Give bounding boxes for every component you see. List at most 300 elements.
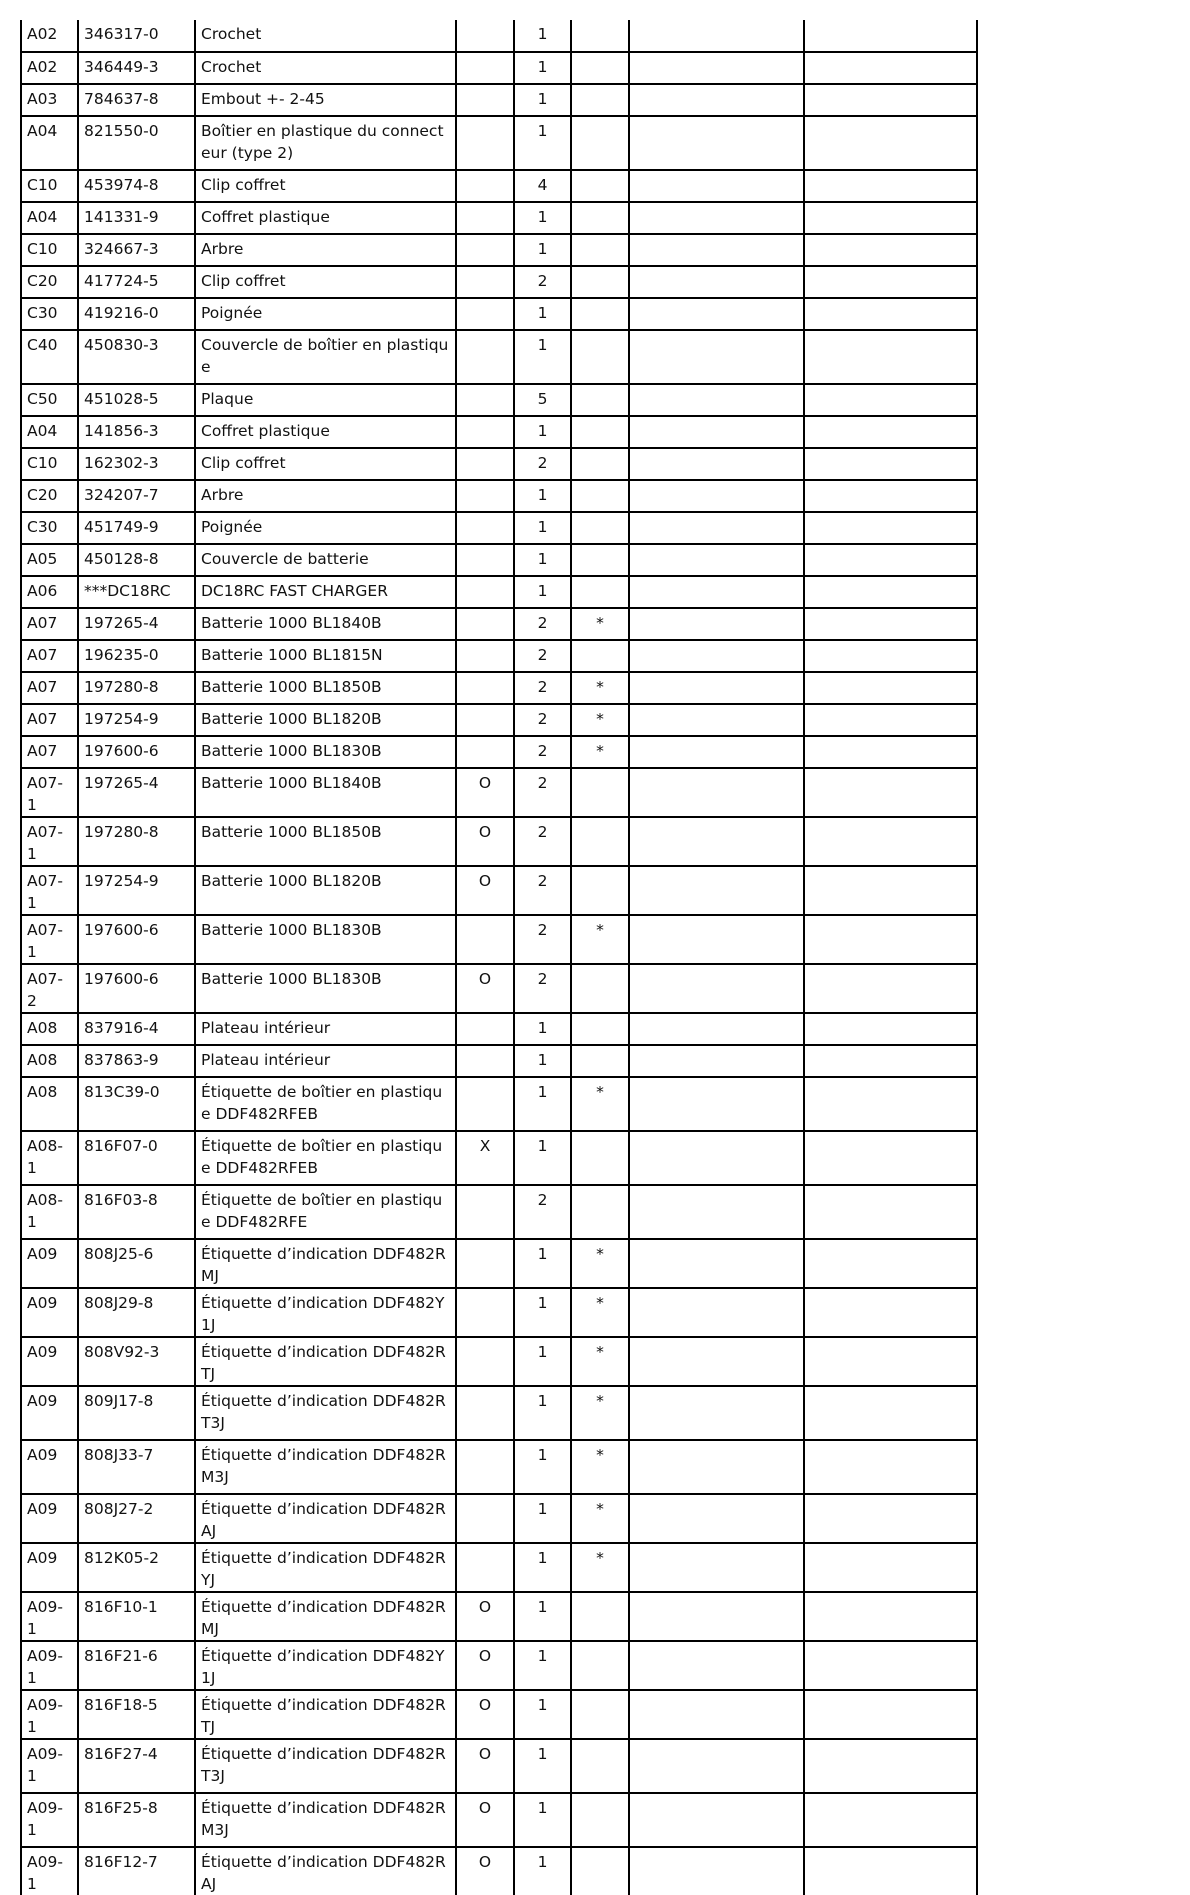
description-cell: Batterie 1000 BL1820B [195, 704, 456, 736]
option-cell [456, 480, 514, 512]
mark-cell [571, 1793, 629, 1847]
mark-cell [571, 202, 629, 234]
table-row [21, 1077, 977, 1131]
note-cell [629, 416, 804, 448]
description-cell: Étiquette d’indication DDF482Y1J [195, 1288, 456, 1337]
option-cell [456, 1543, 514, 1592]
note-cell [629, 1288, 804, 1337]
mark-cell [571, 84, 629, 116]
position-cell: A07 [21, 704, 78, 736]
quantity-cell: 2 [514, 672, 571, 704]
mark-cell: * [571, 1386, 629, 1440]
quantity-cell: 2 [514, 736, 571, 768]
table-row [21, 704, 977, 736]
note-cell [629, 202, 804, 234]
quantity-cell: 1 [514, 116, 571, 170]
note-cell [629, 116, 804, 170]
note-cell [629, 1739, 804, 1793]
position-cell: A08 [21, 1045, 78, 1077]
part-number-cell: ***DC18RC [78, 576, 195, 608]
description-cell: Coffret plastique [195, 416, 456, 448]
note-cell [629, 1239, 804, 1288]
mark-cell [571, 170, 629, 202]
option-cell [456, 512, 514, 544]
remark-cell [804, 768, 977, 817]
remark-cell [804, 608, 977, 640]
position-cell: C50 [21, 384, 78, 416]
mark-cell: * [571, 1494, 629, 1543]
part-number-cell: 197265-4 [78, 768, 195, 817]
position-cell: A09 [21, 1494, 78, 1543]
part-number-cell: 453974-8 [78, 170, 195, 202]
mark-cell: * [571, 1239, 629, 1288]
table-row [21, 1337, 977, 1386]
note-cell [629, 1847, 804, 1895]
description-cell: Étiquette d’indication DDF482RM3J [195, 1793, 456, 1847]
position-cell: A02 [21, 52, 78, 84]
option-cell [456, 640, 514, 672]
part-number-cell: 837916-4 [78, 1013, 195, 1045]
quantity-cell: 1 [514, 1131, 571, 1185]
mark-cell [571, 384, 629, 416]
remark-cell [804, 1847, 977, 1895]
description-cell: Étiquette d’indication DDF482RT3J [195, 1386, 456, 1440]
position-cell: A08 [21, 1077, 78, 1131]
description-cell: Poignée [195, 512, 456, 544]
remark-cell [804, 1185, 977, 1239]
option-cell: O [456, 1793, 514, 1847]
table-row [21, 1494, 977, 1543]
note-cell [629, 1077, 804, 1131]
quantity-cell: 1 [514, 1077, 571, 1131]
note-cell [629, 640, 804, 672]
description-cell: Étiquette d’indication DDF482RMJ [195, 1239, 456, 1288]
option-cell: O [456, 768, 514, 817]
note-cell [629, 1543, 804, 1592]
description-cell: Étiquette d’indication DDF482RTJ [195, 1337, 456, 1386]
remark-cell [804, 1239, 977, 1288]
option-cell [456, 915, 514, 964]
note-cell [629, 1440, 804, 1494]
part-number-cell: 816F27-4 [78, 1739, 195, 1793]
table-row [21, 1131, 977, 1185]
description-cell: Plaque [195, 384, 456, 416]
description-cell: Batterie 1000 BL1815N [195, 640, 456, 672]
quantity-cell: 1 [514, 202, 571, 234]
position-cell: A03 [21, 84, 78, 116]
note-cell [629, 448, 804, 480]
quantity-cell: 1 [514, 84, 571, 116]
option-cell [456, 576, 514, 608]
table-row [21, 1386, 977, 1440]
part-number-cell: 162302-3 [78, 448, 195, 480]
part-number-cell: 417724-5 [78, 266, 195, 298]
quantity-cell: 1 [514, 1641, 571, 1690]
position-cell: A05 [21, 544, 78, 576]
note-cell [629, 266, 804, 298]
part-number-cell: 816F18-5 [78, 1690, 195, 1739]
remark-cell [804, 1013, 977, 1045]
note-cell [629, 608, 804, 640]
description-cell: Étiquette de boîtier en plastique DDF482RFEB [195, 1077, 456, 1131]
note-cell [629, 704, 804, 736]
description-cell: DC18RC FAST CHARGER [195, 576, 456, 608]
position-cell: C10 [21, 234, 78, 266]
quantity-cell: 1 [514, 1543, 571, 1592]
remark-cell [804, 512, 977, 544]
remark-cell [804, 964, 977, 1013]
table-row [21, 1793, 977, 1847]
part-number-cell: 784637-8 [78, 84, 195, 116]
option-cell [456, 1494, 514, 1543]
part-number-cell: 808V92-3 [78, 1337, 195, 1386]
description-cell: Plateau intérieur [195, 1013, 456, 1045]
note-cell [629, 298, 804, 330]
position-cell: A06 [21, 576, 78, 608]
table-row [21, 544, 977, 576]
option-cell [456, 266, 514, 298]
mark-cell [571, 768, 629, 817]
description-cell: Batterie 1000 BL1830B [195, 915, 456, 964]
quantity-cell: 4 [514, 170, 571, 202]
mark-cell: * [571, 1337, 629, 1386]
table-row [21, 480, 977, 512]
remark-cell [804, 544, 977, 576]
table-row [21, 1847, 977, 1895]
option-cell [456, 234, 514, 266]
remark-cell [804, 416, 977, 448]
position-cell: A07-1 [21, 915, 78, 964]
quantity-cell: 2 [514, 448, 571, 480]
mark-cell [571, 1131, 629, 1185]
option-cell [456, 416, 514, 448]
remark-cell [804, 1543, 977, 1592]
quantity-cell: 1 [514, 234, 571, 266]
option-cell [456, 1077, 514, 1131]
remark-cell [804, 1337, 977, 1386]
remark-cell [804, 1045, 977, 1077]
position-cell: A09 [21, 1337, 78, 1386]
mark-cell [571, 52, 629, 84]
quantity-cell: 5 [514, 384, 571, 416]
table-row [21, 52, 977, 84]
note-cell [629, 964, 804, 1013]
position-cell: A09-1 [21, 1690, 78, 1739]
option-cell [456, 1013, 514, 1045]
quantity-cell: 1 [514, 1288, 571, 1337]
table-row [21, 266, 977, 298]
note-cell [629, 915, 804, 964]
part-number-cell: 141331-9 [78, 202, 195, 234]
part-number-cell: 451028-5 [78, 384, 195, 416]
remark-cell [804, 52, 977, 84]
remark-cell [804, 1077, 977, 1131]
remark-cell [804, 1288, 977, 1337]
table-row [21, 384, 977, 416]
mark-cell [571, 448, 629, 480]
note-cell [629, 1690, 804, 1739]
option-cell [456, 544, 514, 576]
table-row [21, 416, 977, 448]
position-cell: A09-1 [21, 1739, 78, 1793]
position-cell: A07-2 [21, 964, 78, 1013]
part-number-cell: 816F21-6 [78, 1641, 195, 1690]
note-cell [629, 1592, 804, 1641]
table-row [21, 1045, 977, 1077]
table-row [21, 576, 977, 608]
mark-cell: * [571, 736, 629, 768]
mark-cell [571, 817, 629, 866]
position-cell: A04 [21, 416, 78, 448]
position-cell: A07 [21, 640, 78, 672]
option-cell: O [456, 817, 514, 866]
part-number-cell: 813C39-0 [78, 1077, 195, 1131]
option-cell [456, 1045, 514, 1077]
position-cell: A09-1 [21, 1641, 78, 1690]
option-cell: O [456, 1641, 514, 1690]
table-row [21, 964, 977, 1013]
mark-cell [571, 544, 629, 576]
position-cell: A07 [21, 736, 78, 768]
part-number-cell: 451749-9 [78, 512, 195, 544]
table-row [21, 20, 977, 52]
remark-cell [804, 1131, 977, 1185]
mark-cell: * [571, 672, 629, 704]
table-row [21, 1440, 977, 1494]
option-cell [456, 52, 514, 84]
quantity-cell: 1 [514, 1013, 571, 1045]
table-row [21, 1543, 977, 1592]
part-number-cell: 197254-9 [78, 704, 195, 736]
mark-cell [571, 20, 629, 52]
option-cell [456, 608, 514, 640]
option-cell [456, 330, 514, 384]
option-cell [456, 1440, 514, 1494]
part-number-cell: 324667-3 [78, 234, 195, 266]
mark-cell [571, 1592, 629, 1641]
remark-cell [804, 1386, 977, 1440]
remark-cell [804, 1739, 977, 1793]
description-cell: Couvercle de batterie [195, 544, 456, 576]
remark-cell [804, 704, 977, 736]
option-cell [456, 1386, 514, 1440]
table-row [21, 1690, 977, 1739]
description-cell: Clip coffret [195, 448, 456, 480]
part-number-cell: 197280-8 [78, 672, 195, 704]
part-number-cell: 808J33-7 [78, 1440, 195, 1494]
description-cell: Étiquette d’indication DDF482RAJ [195, 1847, 456, 1895]
description-cell: Étiquette d’indication DDF482RT3J [195, 1739, 456, 1793]
position-cell: A07-1 [21, 768, 78, 817]
position-cell: A09-1 [21, 1592, 78, 1641]
option-cell: O [456, 866, 514, 915]
option-cell [456, 704, 514, 736]
position-cell: A07-1 [21, 866, 78, 915]
option-cell [456, 298, 514, 330]
position-cell: A09-1 [21, 1793, 78, 1847]
part-number-cell: 808J27-2 [78, 1494, 195, 1543]
description-cell: Crochet [195, 20, 456, 52]
description-cell: Étiquette d’indication DDF482RAJ [195, 1494, 456, 1543]
description-cell: Crochet [195, 52, 456, 84]
part-number-cell: 837863-9 [78, 1045, 195, 1077]
description-cell: Étiquette d’indication DDF482RYJ [195, 1543, 456, 1592]
quantity-cell: 2 [514, 608, 571, 640]
option-cell [456, 20, 514, 52]
part-number-cell: 197600-6 [78, 915, 195, 964]
note-cell [629, 736, 804, 768]
note-cell [629, 330, 804, 384]
remark-cell [804, 576, 977, 608]
part-number-cell: 812K05-2 [78, 1543, 195, 1592]
quantity-cell: 1 [514, 20, 571, 52]
table-row [21, 640, 977, 672]
description-cell: Étiquette d’indication DDF482RMJ [195, 1592, 456, 1641]
note-cell [629, 1131, 804, 1185]
description-cell: Étiquette d’indication DDF482RTJ [195, 1690, 456, 1739]
quantity-cell: 1 [514, 512, 571, 544]
remark-cell [804, 330, 977, 384]
description-cell: Étiquette de boîtier en plastique DDF482RFEB [195, 1131, 456, 1185]
table-row [21, 672, 977, 704]
note-cell [629, 672, 804, 704]
option-cell: O [456, 1739, 514, 1793]
remark-cell [804, 20, 977, 52]
mark-cell [571, 1690, 629, 1739]
position-cell: A07 [21, 672, 78, 704]
quantity-cell: 2 [514, 266, 571, 298]
mark-cell: * [571, 608, 629, 640]
note-cell [629, 170, 804, 202]
quantity-cell: 1 [514, 330, 571, 384]
option-cell: O [456, 1690, 514, 1739]
option-cell: O [456, 964, 514, 1013]
table-row [21, 116, 977, 170]
table-row [21, 234, 977, 266]
table-row [21, 817, 977, 866]
note-cell [629, 20, 804, 52]
mark-cell: * [571, 915, 629, 964]
description-cell: Étiquette d’indication DDF482Y1J [195, 1641, 456, 1690]
option-cell [456, 1185, 514, 1239]
note-cell [629, 576, 804, 608]
remark-cell [804, 480, 977, 512]
mark-cell: * [571, 1440, 629, 1494]
mark-cell [571, 866, 629, 915]
option-cell [456, 672, 514, 704]
part-number-cell: 197265-4 [78, 608, 195, 640]
remark-cell [804, 298, 977, 330]
table-row [21, 512, 977, 544]
remark-cell [804, 170, 977, 202]
position-cell: A07-1 [21, 817, 78, 866]
mark-cell: * [571, 704, 629, 736]
table-row [21, 866, 977, 915]
part-number-cell: 808J25-6 [78, 1239, 195, 1288]
quantity-cell: 2 [514, 817, 571, 866]
table-row [21, 1288, 977, 1337]
quantity-cell: 1 [514, 298, 571, 330]
quantity-cell: 1 [514, 544, 571, 576]
description-cell: Clip coffret [195, 266, 456, 298]
description-cell: Batterie 1000 BL1840B [195, 768, 456, 817]
parts-list-table [20, 20, 978, 1895]
mark-cell [571, 1847, 629, 1895]
description-cell: Étiquette d’indication DDF482RM3J [195, 1440, 456, 1494]
quantity-cell: 1 [514, 1592, 571, 1641]
note-cell [629, 544, 804, 576]
note-cell [629, 384, 804, 416]
description-cell: Arbre [195, 234, 456, 266]
quantity-cell: 1 [514, 416, 571, 448]
remark-cell [804, 266, 977, 298]
description-cell: Étiquette de boîtier en plastique DDF482RFE [195, 1185, 456, 1239]
note-cell [629, 52, 804, 84]
position-cell: A08-1 [21, 1185, 78, 1239]
position-cell: A04 [21, 202, 78, 234]
table-row [21, 1185, 977, 1239]
option-cell [456, 84, 514, 116]
position-cell: A04 [21, 116, 78, 170]
part-number-cell: 419216-0 [78, 298, 195, 330]
quantity-cell: 2 [514, 964, 571, 1013]
option-cell [456, 1337, 514, 1386]
note-cell [629, 866, 804, 915]
table-row [21, 608, 977, 640]
table-row [21, 202, 977, 234]
remark-cell [804, 234, 977, 266]
note-cell [629, 512, 804, 544]
remark-cell [804, 448, 977, 480]
mark-cell [571, 1739, 629, 1793]
mark-cell [571, 330, 629, 384]
part-number-cell: 197600-6 [78, 736, 195, 768]
mark-cell [571, 1045, 629, 1077]
note-cell [629, 1337, 804, 1386]
parts-list-body [21, 20, 977, 1895]
mark-cell [571, 1185, 629, 1239]
option-cell [456, 736, 514, 768]
part-number-cell: 809J17-8 [78, 1386, 195, 1440]
remark-cell [804, 866, 977, 915]
quantity-cell: 2 [514, 915, 571, 964]
remark-cell [804, 202, 977, 234]
part-number-cell: 197600-6 [78, 964, 195, 1013]
quantity-cell: 1 [514, 52, 571, 84]
mark-cell [571, 234, 629, 266]
description-cell: Batterie 1000 BL1840B [195, 608, 456, 640]
remark-cell [804, 640, 977, 672]
position-cell: C30 [21, 298, 78, 330]
position-cell: A02 [21, 20, 78, 52]
remark-cell [804, 84, 977, 116]
quantity-cell: 2 [514, 866, 571, 915]
option-cell: O [456, 1847, 514, 1895]
part-number-cell: 816F03-8 [78, 1185, 195, 1239]
position-cell: A09 [21, 1386, 78, 1440]
note-cell [629, 768, 804, 817]
mark-cell [571, 640, 629, 672]
description-cell: Batterie 1000 BL1820B [195, 866, 456, 915]
mark-cell [571, 964, 629, 1013]
mark-cell: * [571, 1288, 629, 1337]
position-cell: C10 [21, 448, 78, 480]
remark-cell [804, 1440, 977, 1494]
remark-cell [804, 1793, 977, 1847]
position-cell: A08-1 [21, 1131, 78, 1185]
part-number-cell: 450830-3 [78, 330, 195, 384]
remark-cell [804, 915, 977, 964]
